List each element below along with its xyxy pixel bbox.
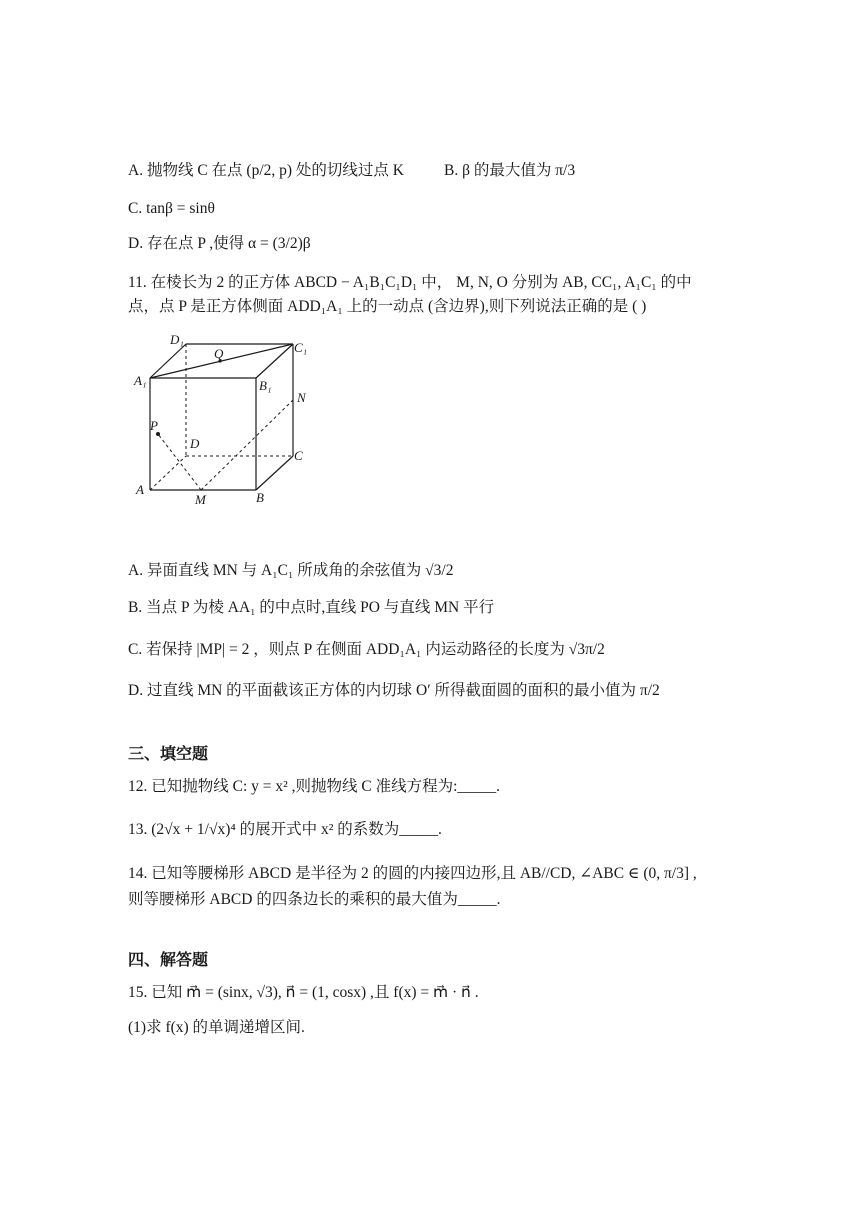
label-b1: B₁ — [259, 378, 272, 393]
label-p: P — [150, 418, 158, 433]
section-title-solve: 四、解答题 — [128, 950, 209, 969]
q10-option-b: B. β 的最大值为 π/3 — [444, 162, 576, 179]
q15-line1: 15. 已知 m⃗ = (sinx, √3), n⃗ = (1, cosx) ,且 f(x) = m⃗ · n⃗ . — [128, 984, 479, 1001]
label-d: D — [190, 436, 200, 451]
q10-option-c: C. tanβ = sinθ — [128, 200, 215, 217]
q12: 12. 已知抛物线 C: y = x² ,则抛物线 C 准线方程为:_____. — [128, 778, 501, 795]
q10-option-a: A. 抛物线 C 在点 (p/2, p) 处的切线过点 K — [128, 162, 404, 179]
label-b: B — [256, 490, 264, 505]
label-a1: A₁ — [134, 373, 147, 388]
q14-line1: 14. 已知等腰梯形 ABCD 是半径为 2 的圆的内接四边形,且 AB//CD, ∠ABC ∈ (0, π/3] , — [128, 865, 697, 882]
label-d1: D₁ — [170, 332, 184, 347]
q11-stem-line2: 点，点 P 是正方体侧面 ADD₁A₁ 上的一动点 (含边界),则下列说法正确的是 ( ) — [128, 298, 647, 315]
label-q: Q — [214, 346, 224, 361]
q14-line2: 则等腰梯形 ABCD 的四条边长的乘积的最大值为_____. — [128, 891, 501, 908]
label-c1: C₁ — [294, 340, 308, 355]
q11-option-d: D. 过直线 MN 的平面截该正方体的内切球 O′ 所得截面圆的面积的最小值为 π/2 — [128, 682, 660, 699]
q11-option-c: C. 若保持 |MP| = 2 ，则点 P 在侧面 ADD₁A₁ 内运动路径的长度为 √3π/2 — [128, 641, 605, 658]
q11-stem-line1: 11. 在棱长为 2 的正方体 ABCD − A₁B₁C₁D₁ 中， M, N, O 分别为 AB, CC₁, A₁C₁ 的中 — [128, 274, 692, 291]
q15-line2: (1)求 f(x) 的单调递增区间. — [128, 1019, 305, 1036]
label-c: C — [294, 448, 303, 463]
label-a: A — [136, 482, 144, 497]
cube-figure — [128, 330, 328, 510]
section-title-fill-in: 三、填空题 — [128, 744, 209, 763]
q13: 13. (2√x + 1/√x)⁴ 的展开式中 x² 的系数为_____. — [128, 821, 442, 838]
label-m: M — [195, 492, 206, 507]
q11-option-a: A. 异面直线 MN 与 A₁C₁ 所成角的余弦值为 √3/2 — [128, 562, 454, 579]
q11-option-b: B. 当点 P 为棱 AA₁ 的中点时,直线 PO 与直线 MN 平行 — [128, 599, 495, 616]
label-n: N — [297, 390, 306, 405]
q10-option-d: D. 存在点 P ,使得 α = (3/2)β — [128, 235, 311, 252]
